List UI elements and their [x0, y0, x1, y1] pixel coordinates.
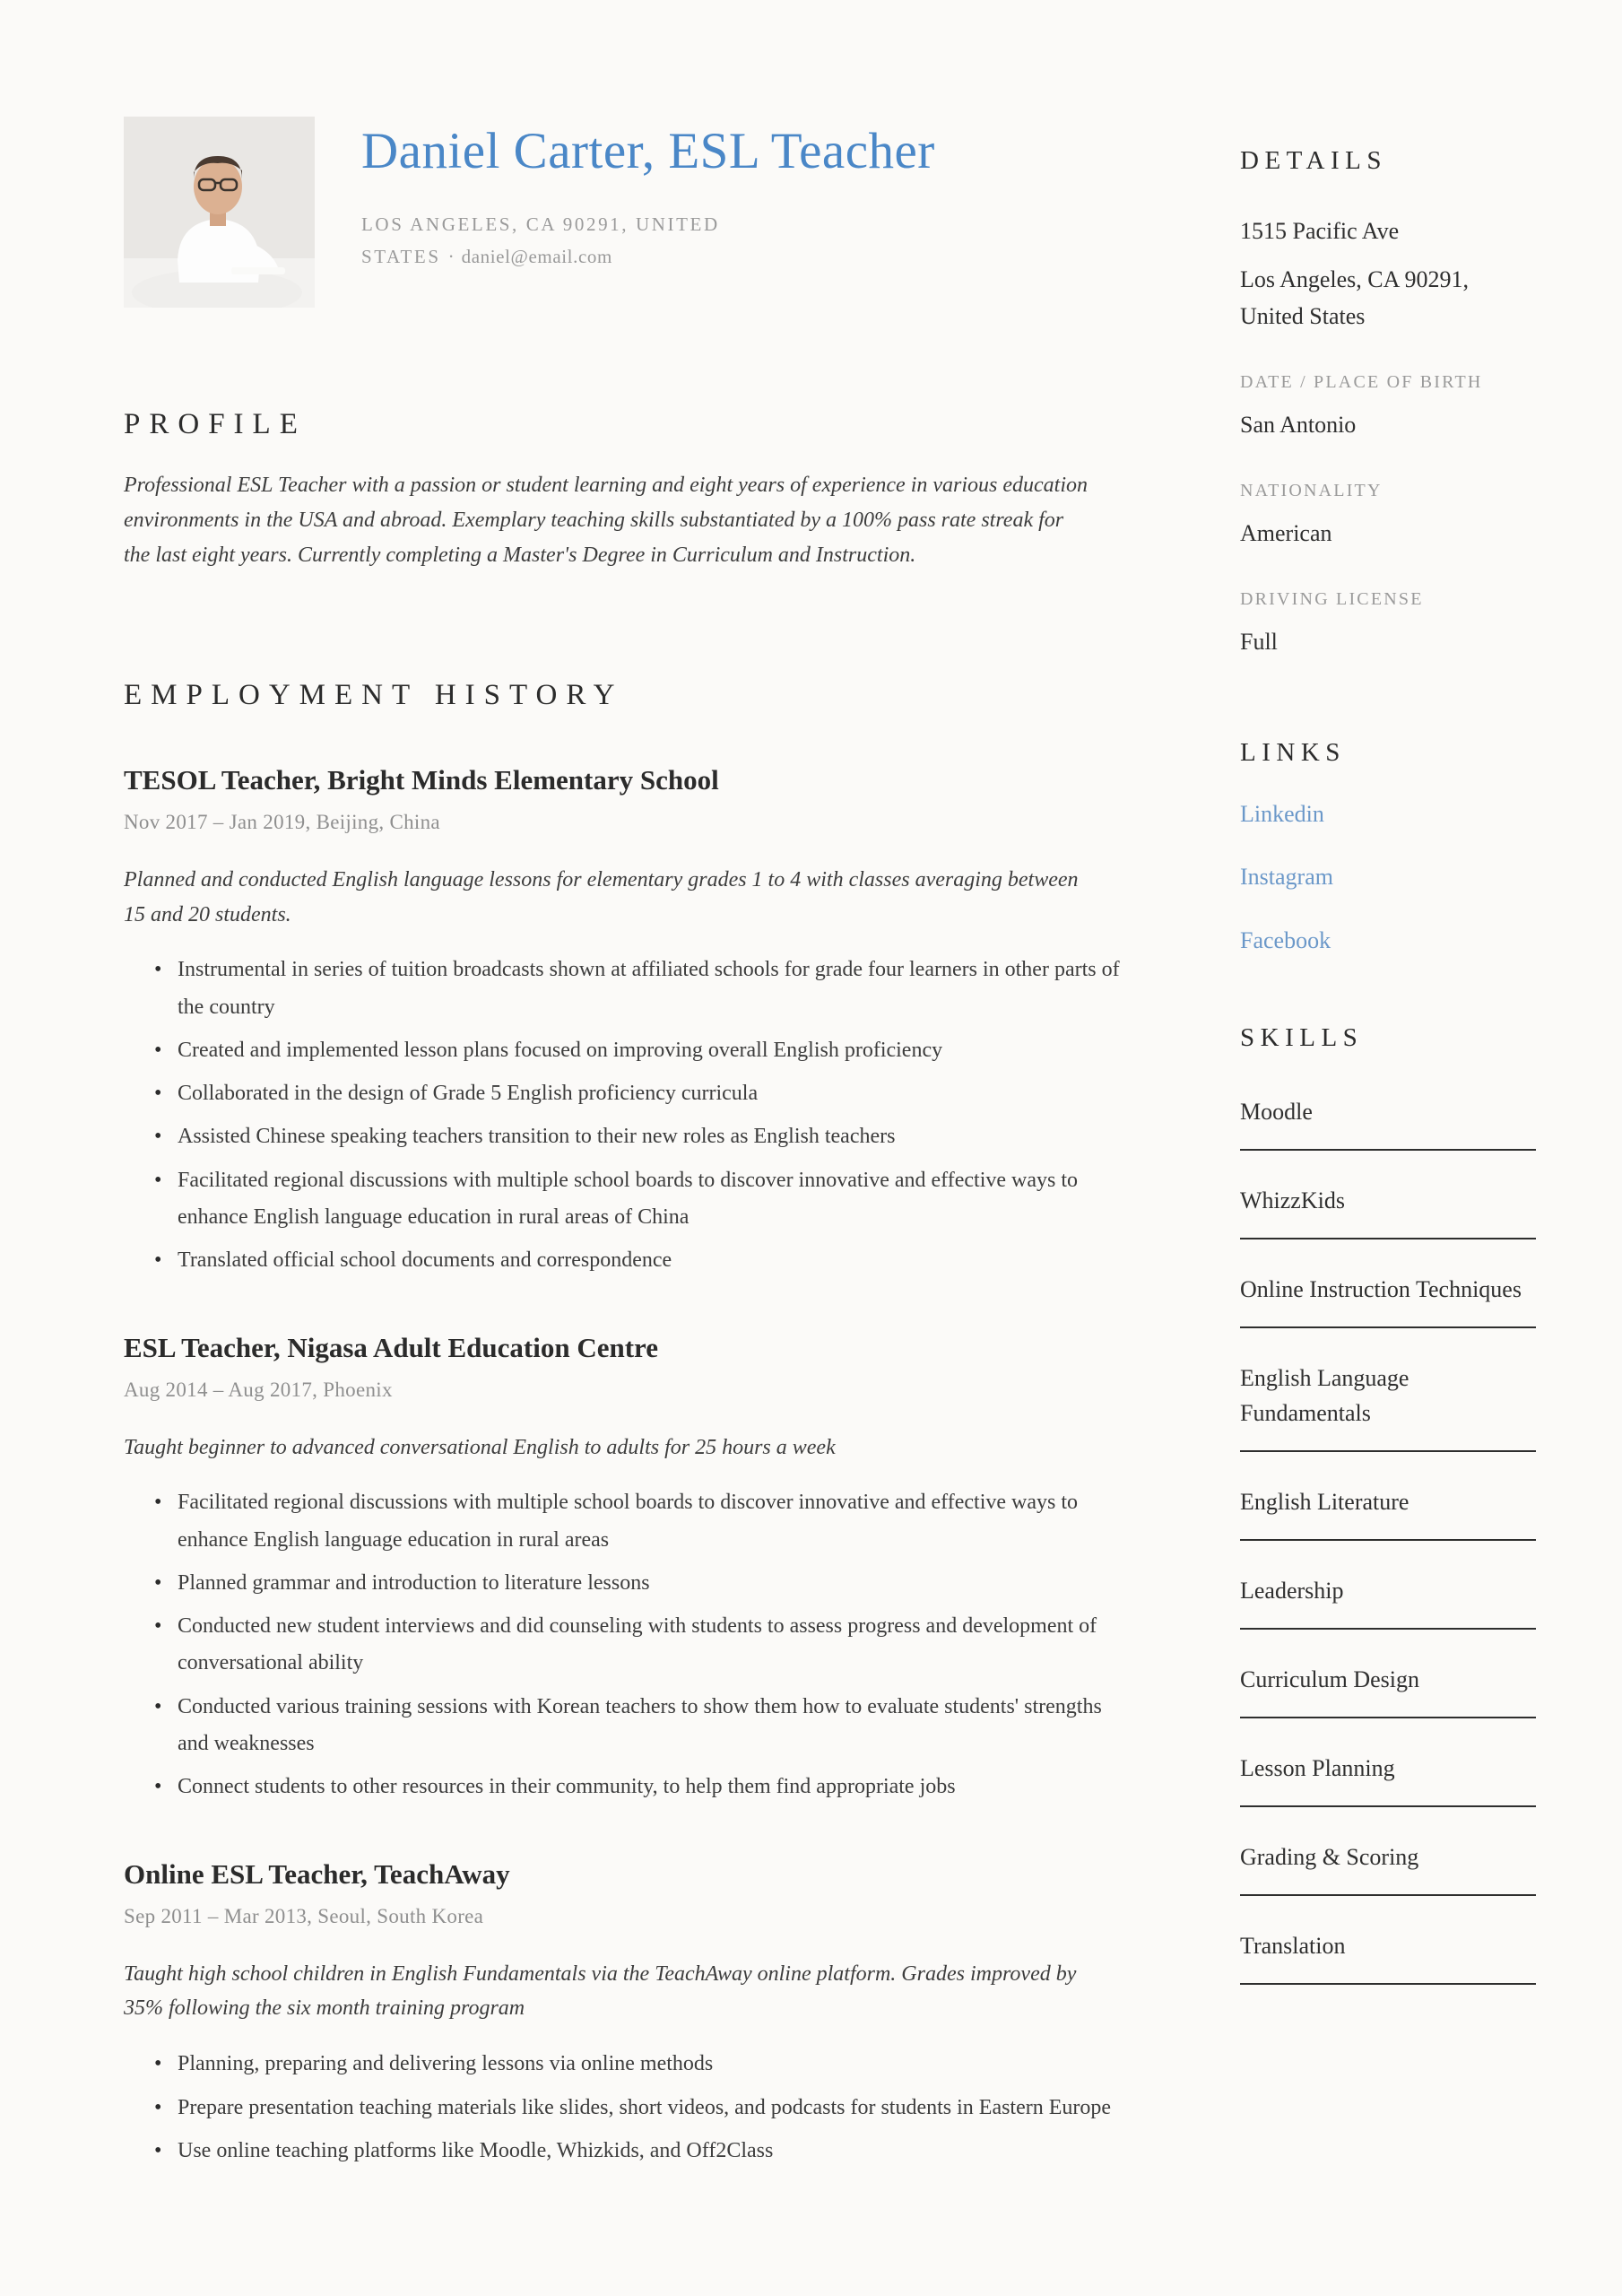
- skill-item: Online Instruction Techniques: [1240, 1239, 1536, 1328]
- job-summary: Planned and conducted English language lessons for elementary grades 1 to 4 with classes averaging between 15 and 20 students.: [124, 867, 1079, 926]
- job-bullet: • Planning, preparing and delivering lessons via online methods: [124, 2046, 1128, 2083]
- birth-label: DATE / PLACE OF BIRTH: [1240, 371, 1483, 392]
- skill-item: English Language Fundamentals: [1240, 1328, 1536, 1452]
- link-facebook[interactable]: Facebook: [1240, 926, 1331, 953]
- profile-heading: PROFILE: [124, 408, 307, 440]
- employment-heading: EMPLOYMENT HISTORY: [124, 678, 624, 711]
- job-bullet: • Conducted various training sessions with Korean teachers to show them how to evaluate students' strengths and weaknesses: [124, 1689, 1128, 1763]
- birth-value: San Antonio: [1240, 411, 1357, 438]
- job-dates: Sep 2011 – Mar 2013, Seoul, South Korea: [124, 1904, 484, 1927]
- skill-item: Curriculum Design: [1240, 1630, 1536, 1718]
- skill-item: Leadership: [1240, 1541, 1536, 1630]
- job-entry: [124, 1332, 1115, 1806]
- nationality-value: American: [1240, 520, 1332, 547]
- nationality-label: NATIONALITY: [1240, 481, 1383, 501]
- link-linkedin[interactable]: Linkedin: [1240, 800, 1324, 827]
- page-title: Daniel Carter, ESL Teacher: [361, 123, 935, 179]
- job-bullet-list: [124, 2046, 1115, 2170]
- header: [124, 117, 1115, 308]
- skill-item: Translation: [1240, 1896, 1536, 1985]
- link-instagram[interactable]: Instagram: [1240, 864, 1333, 891]
- driving-license-value: Full: [1240, 629, 1278, 656]
- job-bullet: • Collaborated in the design of Grade 5 English proficiency curricula: [124, 1075, 1128, 1112]
- links-heading: LINKS: [1240, 737, 1346, 767]
- skills-heading: SKILLS: [1240, 1022, 1364, 1052]
- job-dates: Nov 2017 – Jan 2019, Beijing, China: [124, 810, 440, 833]
- main-column: [124, 117, 1120, 2176]
- job-title: Online ESL Teacher, TeachAway: [124, 1857, 510, 1890]
- details-heading: DETAILS: [1240, 146, 1387, 175]
- skill-item: English Literature: [1240, 1452, 1536, 1541]
- job-bullet: • Assisted Chinese speaking teachers transition to their new roles as English teachers: [124, 1118, 1128, 1155]
- job-bullet: • Planned grammar and introduction to literature lessons: [124, 1565, 1128, 1602]
- profile-photo-illustration: [124, 117, 315, 308]
- job-bullet-list: [124, 952, 1120, 1279]
- contact-line: [361, 208, 810, 274]
- skill-item: Grading & Scoring: [1240, 1807, 1536, 1896]
- job-bullet: • Connect students to other resources in their community, to help them find appropriate jobs: [124, 1769, 1128, 1805]
- sidebar: [1240, 146, 1536, 1985]
- job-bullet: • Instrumental in series of tuition broadcasts shown at affiliated schools for grade four learners in other parts of the country: [124, 952, 1128, 1026]
- job-title: ESL Teacher, Nigasa Adult Education Centre: [124, 1331, 659, 1363]
- skill-item: Lesson Planning: [1240, 1718, 1536, 1807]
- contact-email[interactable]: daniel@email.com: [461, 246, 612, 268]
- profile-photo: [124, 117, 315, 308]
- job-bullet: • Facilitated regional discussions with multiple school boards to discover innovative and effective ways to enhance English language education in rural areas of China: [124, 1162, 1128, 1237]
- job-entry: [124, 763, 1120, 1280]
- job-bullet: • Prepare presentation teaching materials like slides, short videos, and podcasts for students in Eastern Europe: [124, 2090, 1128, 2126]
- job-summary: Taught beginner to advanced conversational English to adults for 25 hours a week: [124, 1435, 836, 1459]
- job-bullet: • Created and implemented lesson plans focused on improving overall English proficiency: [124, 1032, 1128, 1069]
- details-address-line1: 1515 Pacific Ave: [1240, 218, 1400, 244]
- job-bullet: • Translated official school documents and correspondence: [124, 1242, 1128, 1279]
- contact-location: LOS ANGELES, CA 90291, UNITED STATES: [361, 213, 720, 268]
- job-bullet: • Conducted new student interviews and did counseling with students to assess progress and development of conversational ability: [124, 1608, 1128, 1683]
- details-address-line2: Los Angeles, CA 90291, United States: [1240, 266, 1469, 329]
- skill-item: Moodle: [1240, 1062, 1536, 1151]
- skills-list: [1240, 1062, 1536, 1985]
- skill-item: WhizzKids: [1240, 1151, 1536, 1239]
- job-title: TESOL Teacher, Bright Minds Elementary School: [124, 763, 719, 796]
- driving-license-label: DRIVING LICENSE: [1240, 589, 1424, 610]
- contact-separator: ·: [447, 246, 455, 268]
- job-summary: Taught high school children in English Fundamentals via the TeachAway online platform. Grades improved by 35% following the six month training program: [124, 1961, 1077, 2021]
- job-bullet: • Facilitated regional discussions with multiple school boards to discover innovative and effective ways to enhance English language education in rural areas: [124, 1484, 1128, 1559]
- job-entry: [124, 1858, 1115, 2170]
- job-bullet: • Use online teaching platforms like Moodle, Whizkids, and Off2Class: [124, 2133, 1128, 2170]
- job-dates: Aug 2014 – Aug 2017, Phoenix: [124, 1378, 393, 1401]
- header-text: [361, 117, 935, 274]
- profile-text: Professional ESL Teacher with a passion or student learning and eight years of experience in various education environments in the USA and abroad. Exemplary teaching skills substantiated by a 100% pass rate streak for the last eight years. Currently completing a Master's Degree in Curriculum and Instruction.: [124, 474, 1089, 567]
- job-bullet-list: [124, 1484, 1115, 1805]
